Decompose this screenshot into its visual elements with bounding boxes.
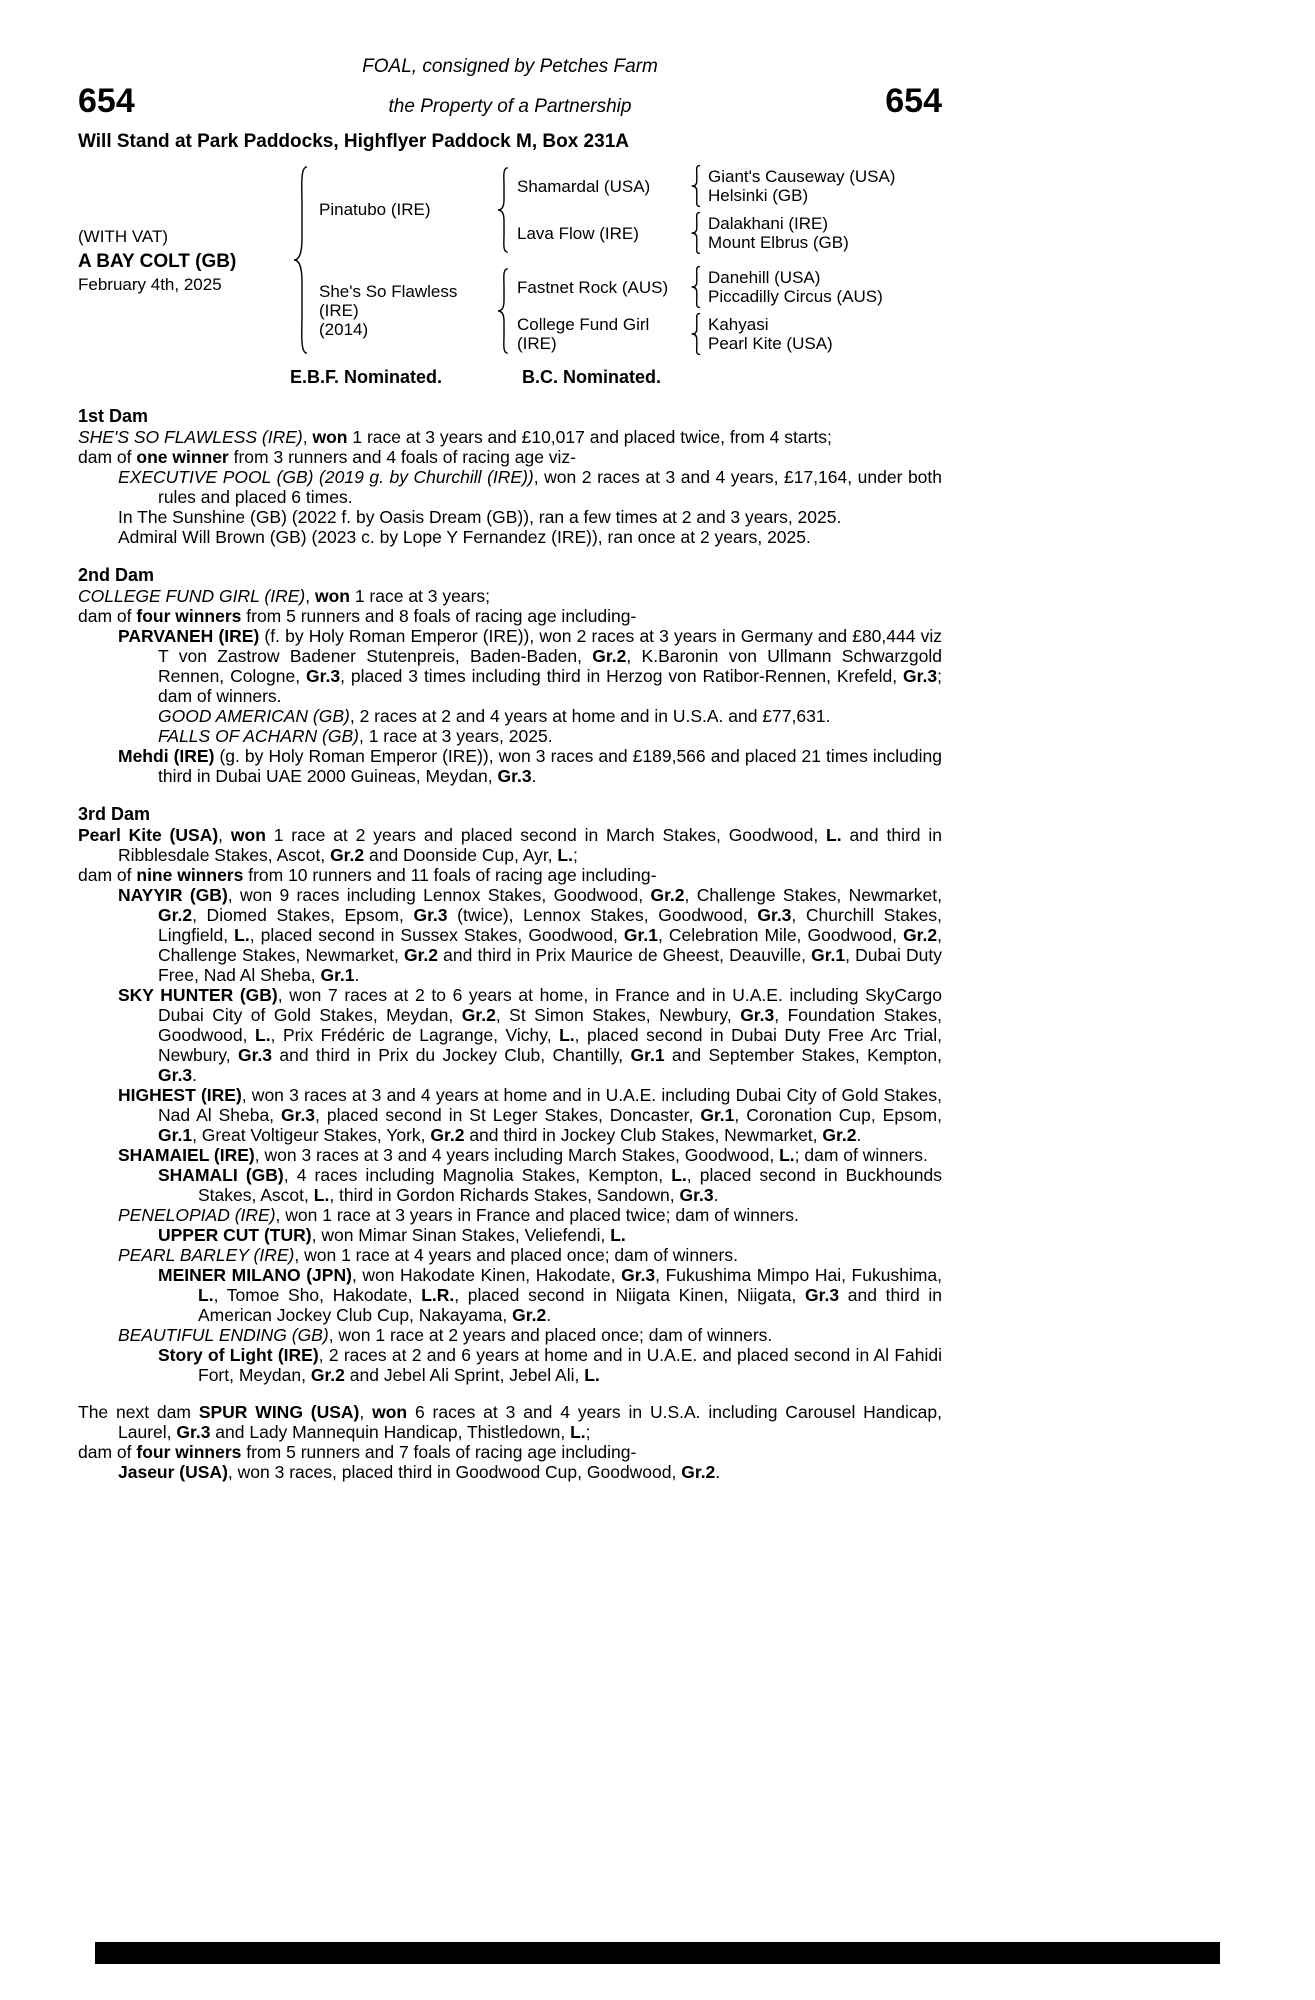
section-heading: 1st Dam: [78, 406, 149, 426]
lot-number-left: 654: [78, 82, 135, 120]
catalogue-page: [78, 0, 942, 1482]
ebf-nomination: E.B.F. Nominated.: [290, 367, 443, 387]
bc-nomination: B.C. Nominated.: [522, 367, 662, 387]
pedigree-paragraph: BEAUTIFUL ENDING (GB), won 1 race at 2 years and placed once; dam of winners.: [118, 1325, 773, 1345]
foaling-date: February 4th, 2025: [78, 274, 222, 294]
pedigree-pair: [510, 266, 936, 308]
stand-location-line: Will Stand at Park Paddocks, Highflyer Paddock M, Box 231A: [78, 131, 629, 152]
pedigree-paragraph: The next dam SPUR WING (USA), won 6 races at 3 and 4 years in U.S.A. including Carousel Handicap, Laurel, Gr.3 and Lady Mannequin Handicap, Thistledown, L.;: [78, 1402, 942, 1442]
property-line: the Property of a Partnership: [388, 96, 632, 117]
pedigree-paragraph: Story of Light (IRE), 2 races at 2 and 6 years at home and in U.A.E. and placed second in Al Fahidi Fort, Meydan, Gr.2 and Jebel Ali Sprint, Jebel Ali, L.: [158, 1345, 942, 1385]
dam-name-line: She's So Flawless: [319, 282, 458, 301]
pedigree-paragraph: FALLS OF ACHARN (GB), 1 race at 3 years, 2025.: [158, 726, 553, 746]
ancestor-name: Dalakhani (IRE): [708, 214, 828, 233]
sire-parents: [510, 165, 936, 254]
ancestor-name: Pearl Kite (USA): [708, 334, 833, 353]
great-grandparents: [702, 268, 936, 306]
pedigree-brace: [495, 268, 510, 354]
dam-section: [78, 1402, 942, 1482]
pedigree-paragraph: SKY HUNTER (GB), won 7 races at 2 to 6 years at home, in France and in U.A.E. including SkyCargo Dubai City of Gold Stakes, Meydan, Gr.2, St Simon Stakes, Newbury, Gr.3, Foundation Stakes, Goodwood, L., Prix Frédéric de Lagrange, Vichy, L., placed second in Dubai Duty Free Arc Trial, Newbury, Gr.3 and third in Prix du Jockey Club, Chantilly, Gr.1 and September Stakes, Kempton, Gr.3.: [118, 985, 942, 1085]
pedigree-paragraph: UPPER CUT (TUR), won Mimar Sinan Stakes, Veliefendi, L.: [158, 1225, 626, 1245]
ancestor-name: Piccadilly Circus (AUS): [708, 287, 883, 306]
pedigree-details: [78, 405, 942, 1482]
pedigree-paragraph: Jaseur (USA), won 3 races, placed third in Goodwood Cup, Goodwood, Gr.2.: [118, 1462, 721, 1482]
pedigree-table: [78, 165, 942, 355]
lot-row: [78, 82, 942, 121]
pedigree-brace: [689, 313, 702, 355]
pedigree-brace: [689, 165, 702, 207]
footer-bar: [95, 1942, 1220, 1964]
pedigree-pair: [510, 313, 936, 355]
pedigree-paragraph: PENELOPIAD (IRE), won 1 race at 3 years in France and placed twice; dam of winners.: [118, 1205, 799, 1225]
consignor-line: FOAL, consigned by Petches Farm: [362, 56, 658, 77]
pedigree-paragraph: HIGHEST (IRE), won 3 races at 3 and 4 years at home and in U.A.E. including Dubai City of Gold Stakes, Nad Al Sheba, Gr.3, placed second in St Leger Stakes, Doncaster, Gr.1, Coronation Cup, Epsom, Gr.1, Great Voltigeur Stakes, York, Gr.2 and third in Jockey Club Stakes, Newmarket, Gr.2.: [118, 1085, 942, 1145]
sire-group: [310, 165, 936, 254]
horse-name: A BAY COLT (GB): [78, 250, 237, 272]
page-header: [78, 56, 942, 153]
dam-group: [310, 266, 936, 355]
dam-name-line: (IRE): [319, 301, 359, 320]
pedigree-paragraph: EXECUTIVE POOL (GB) (2019 g. by Churchill (IRE)), won 2 races at 3 and 4 years, £17,164, under both rules and placed 6 times.: [118, 467, 943, 507]
pedigree-paragraph: PEARL BARLEY (IRE), won 1 race at 4 years and placed once; dam of winners.: [118, 1245, 738, 1265]
pedigree-pair: [510, 165, 936, 207]
colt-info: [78, 227, 290, 294]
dam-parents: [510, 266, 936, 355]
ancestor-name: Giant's Causeway (USA): [708, 167, 896, 186]
pedigree-paragraph: NAYYIR (GB), won 9 races including Lennox Stakes, Goodwood, Gr.2, Challenge Stakes, Newmarket, Gr.2, Diomed Stakes, Epsom, Gr.3 (twice), Lennox Stakes, Goodwood, Gr.3, Churchill Stakes, Lingfield, L., placed second in Sussex Stakes, Goodwood, Gr.1, Celebration Mile, Goodwood, Gr.2, Challenge Stakes, Newmarket, Gr.2 and third in Prix Maurice de Gheest, Deauville, Gr.1, Dubai Duty Free, Nad Al Sheba, Gr.1.: [118, 885, 943, 985]
grandparent-name: College Fund Girl (IRE): [517, 315, 650, 353]
section-heading: 2nd Dam: [78, 565, 155, 585]
pedigree-paragraph: MEINER MILANO (JPN), won Hakodate Kinen, Hakodate, Gr.3, Fukushima Mimpo Hai, Fukushima, L., Tomoe Sho, Hakodate, L.R., placed second in Niigata Kinen, Niigata, Gr.3 and third in American Jockey Club Cup, Nakayama, Gr.2.: [158, 1265, 943, 1325]
vat-note: (WITH VAT): [78, 226, 169, 246]
pedigree-paragraph: dam of four winners from 5 runners and 7 foals of racing age including-: [78, 1442, 637, 1462]
pedigree-paragraph: In The Sunshine (GB) (2022 f. by Oasis Dream (GB)), ran a few times at 2 and 3 years, 2025.: [118, 507, 842, 527]
grandparent-name: Lava Flow (IRE): [517, 223, 639, 243]
lot-number-right: 654: [885, 82, 942, 120]
great-grandparents: [702, 214, 936, 252]
pedigree-brace: [689, 212, 702, 254]
pedigree-brace: [689, 266, 702, 308]
grandparent-name: Fastnet Rock (AUS): [517, 277, 669, 297]
pedigree-paragraph: Mehdi (IRE) (g. by Holy Roman Emperor (IRE)), won 3 races and £189,566 and placed 21 times including third in Dubai UAE 2000 Guineas, Meydan, Gr.3.: [118, 746, 942, 786]
section-heading: 3rd Dam: [78, 804, 151, 824]
pedigree-paragraph: dam of one winner from 3 runners and 4 foals of racing age viz-: [78, 447, 577, 467]
nominations: [290, 367, 942, 388]
pedigree-brace: [495, 167, 510, 253]
pedigree-paragraph: COLLEGE FUND GIRL (IRE), won 1 race at 3 years;: [78, 586, 491, 606]
pedigree-paragraph: SHAMAIEL (IRE), won 3 races at 3 and 4 years including March Stakes, Goodwood, L.; dam of winners.: [118, 1145, 928, 1165]
pedigree-paragraph: dam of four winners from 5 runners and 8 foals of racing age including-: [78, 606, 637, 626]
pedigree-brace: [290, 165, 310, 355]
ancestor-name: Danehill (USA): [708, 268, 821, 287]
dam-name: [310, 282, 495, 339]
dam-name-line: (2014): [319, 320, 369, 339]
sire-name: Pinatubo (IRE): [319, 200, 431, 219]
pedigree-paragraph: SHAMALI (GB), 4 races including Magnolia Stakes, Kempton, L., placed second in Buckhounds Stakes, Ascot, L., third in Gordon Richards Stakes, Sandown, Gr.3.: [158, 1165, 942, 1205]
ancestor-name: Kahyasi: [708, 315, 769, 334]
generation-tree: [310, 165, 936, 355]
pedigree-paragraph: SHE'S SO FLAWLESS (IRE), won 1 race at 3 years and £10,017 and placed twice, from 4 starts;: [78, 427, 832, 447]
pedigree-pair: [510, 212, 936, 254]
dam-section: [78, 405, 942, 547]
pedigree-paragraph: PARVANEH (IRE) (f. by Holy Roman Emperor (IRE)), won 2 races at 3 years in Germany and £80,444 viz T von Zastrow Badener Stutenpreis, Baden-Baden, Gr.2, K.Baronin von Ullmann Schwarzgold Rennen, Cologne, Gr.3, placed 3 times including third in Herzog von Ratibor-Rennen, Krefeld, Gr.3; dam of winners.: [118, 626, 943, 706]
pedigree-paragraph: Pearl Kite (USA), won 1 race at 2 years and placed second in March Stakes, Goodwood, L. and third in Ribblesdale Stakes, Ascot, Gr.2 and Doonside Cup, Ayr, L.;: [78, 825, 942, 865]
pedigree-paragraph: dam of nine winners from 10 runners and 11 foals of racing age including-: [78, 865, 657, 885]
ancestor-name: Mount Elbrus (GB): [708, 233, 849, 252]
great-grandparents: [702, 315, 936, 353]
great-grandparents: [702, 167, 936, 205]
ancestor-name: Helsinki (GB): [708, 186, 809, 205]
pedigree-paragraph: GOOD AMERICAN (GB), 2 races at 2 and 4 years at home and in U.S.A. and £77,631.: [158, 706, 831, 726]
pedigree-paragraph: Admiral Will Brown (GB) (2023 c. by Lope Y Fernandez (IRE)), ran once at 2 years, 2025.: [118, 527, 811, 547]
dam-section: [78, 564, 942, 786]
grandparent-name: Shamardal (USA): [517, 176, 651, 196]
dam-section: [78, 803, 942, 1385]
